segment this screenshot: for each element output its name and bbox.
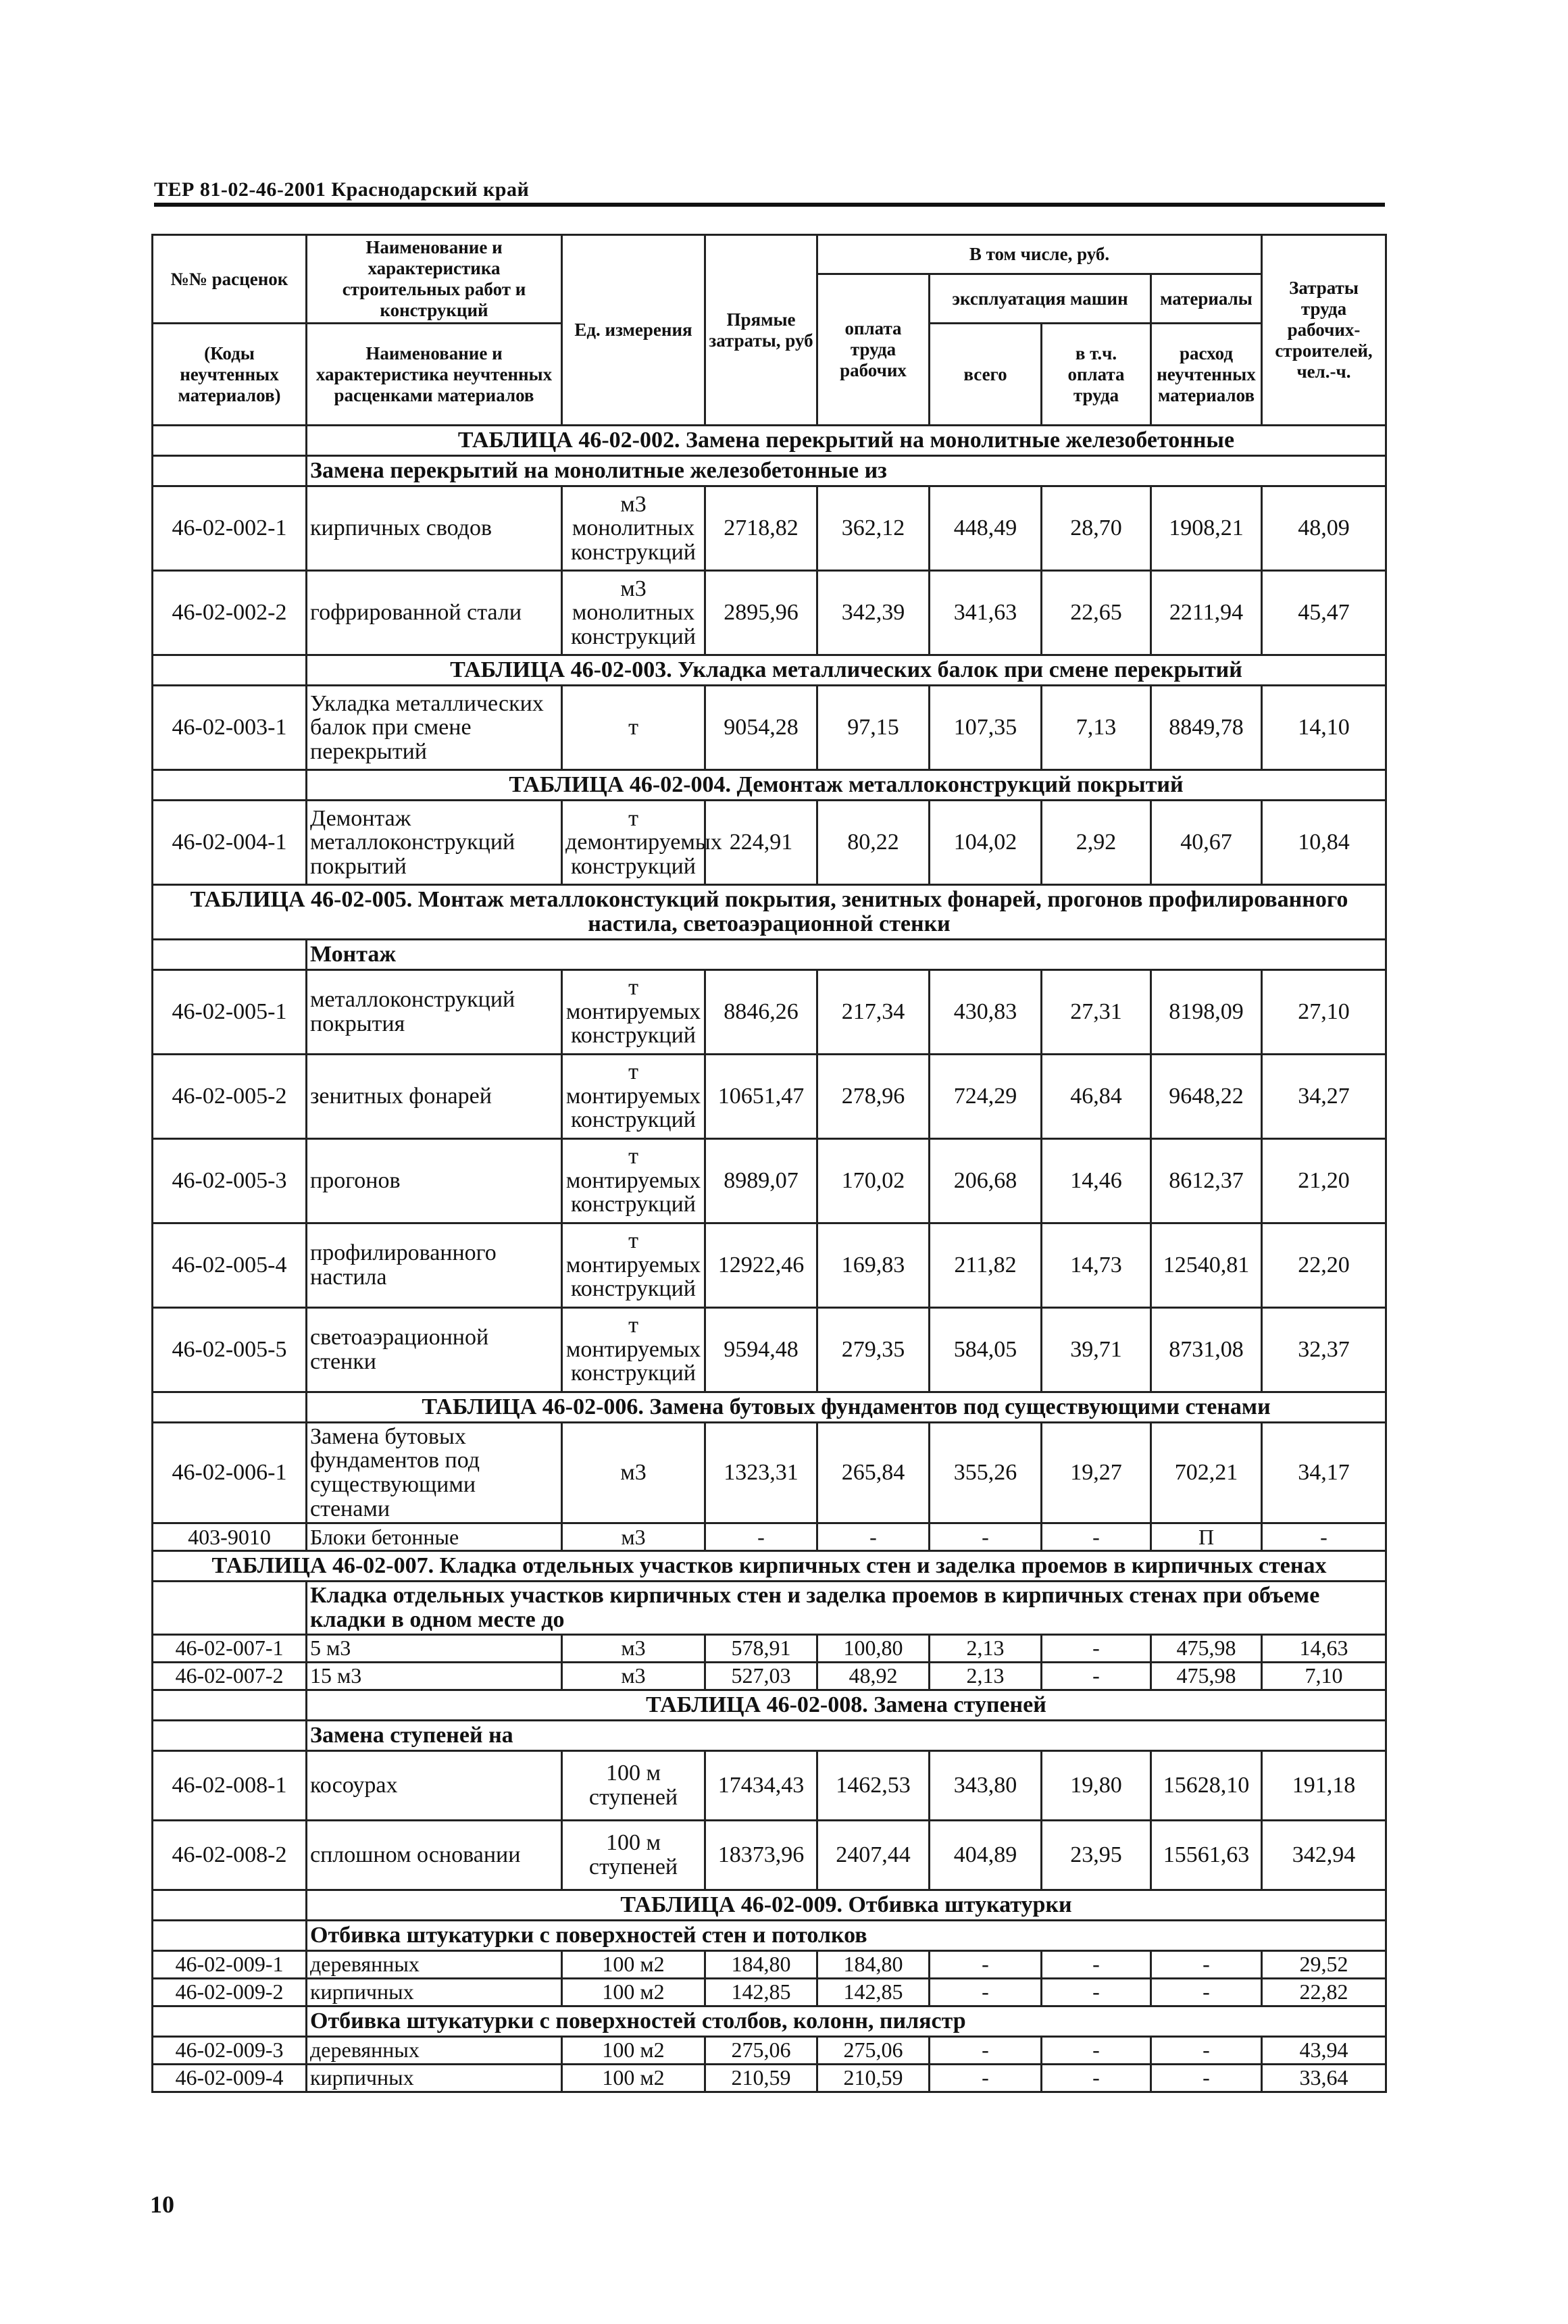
table-subheading — [153, 1720, 1386, 1750]
unit-cell: т монтируемых конструкций — [562, 1138, 705, 1223]
labor-pay-cell: 48,92 — [817, 1662, 930, 1690]
unit-cell: 100 м ступеней — [562, 1750, 705, 1820]
empty-cell — [153, 1890, 307, 1920]
table-section-title — [153, 885, 1386, 939]
rate-code-cell: 46-02-009-3 — [153, 2036, 307, 2064]
direct-costs-cell: 2718,82 — [705, 486, 817, 571]
direct-costs-cell: 10651,47 — [705, 1054, 817, 1138]
col-name-bottom: Наименование и характеристика неучтенных расценками материалов — [307, 324, 562, 426]
labor-hours-cell: 191,18 — [1262, 1750, 1386, 1820]
materials-cell: 12540,81 — [1151, 1223, 1262, 1307]
unit-cell: т монтируемых конструкций — [562, 1307, 705, 1392]
labor-hours-cell: 22,20 — [1262, 1223, 1386, 1307]
table-row — [153, 1750, 1386, 1820]
labor-pay-cell: 1462,53 — [817, 1750, 930, 1820]
unit-cell: т — [562, 686, 705, 770]
machines-total-cell: 104,02 — [930, 801, 1042, 885]
col-machines: эксплуатация машин — [930, 274, 1151, 324]
col-name-top: Наименование и характеристика строительных работ и конструкций — [307, 235, 562, 324]
table-section-title — [153, 1551, 1386, 1582]
work-name-cell: кирпичных сводов — [307, 486, 562, 571]
materials-cell: 8731,08 — [1151, 1307, 1262, 1392]
rate-code-cell: 46-02-008-1 — [153, 1750, 307, 1820]
rate-code-cell: 46-02-009-2 — [153, 1978, 307, 2006]
table-row — [153, 686, 1386, 770]
table-subheading — [153, 1920, 1386, 1950]
labor-pay-cell: 279,35 — [817, 1307, 930, 1392]
machines-labor-pay-cell: - — [1042, 1634, 1151, 1662]
section-title-text: ТАБЛИЦА 46-02-005. Монтаж металлоконстукций покрытия, зенитных фонарей, прогонов профилированного настила, светоаэрационной стенки — [153, 885, 1386, 939]
table-subheading — [153, 2006, 1386, 2036]
work-name-cell: деревянных — [307, 1950, 562, 1978]
machines-total-cell: - — [930, 1978, 1042, 2006]
table-row — [153, 1223, 1386, 1307]
materials-cell: 2211,94 — [1151, 571, 1262, 655]
col-labor-pay: оплата труда рабочих — [817, 274, 930, 426]
rate-code-cell: 46-02-003-1 — [153, 686, 307, 770]
labor-pay-cell: 362,12 — [817, 486, 930, 571]
table-row — [153, 1820, 1386, 1890]
rate-code-cell: 46-02-009-4 — [153, 2064, 307, 2092]
col-materials-unaccounted: расход неучтенных материалов — [1151, 324, 1262, 426]
machines-labor-pay-cell: 19,27 — [1042, 1422, 1151, 1523]
direct-costs-cell: 142,85 — [705, 1978, 817, 2006]
machines-labor-pay-cell: 2,92 — [1042, 801, 1151, 885]
materials-cell: - — [1151, 1950, 1262, 1978]
direct-costs-cell: 275,06 — [705, 2036, 817, 2064]
work-name-cell: Замена бутовых фундаментов под существующими стенами — [307, 1422, 562, 1523]
materials-cell: 8612,37 — [1151, 1138, 1262, 1223]
direct-costs-cell: 224,91 — [705, 801, 817, 885]
col-unit: Ед. измерения — [562, 235, 705, 426]
rate-code-cell: 46-02-005-4 — [153, 1223, 307, 1307]
direct-costs-cell: 9594,48 — [705, 1307, 817, 1392]
labor-hours-cell: 33,64 — [1262, 2064, 1386, 2092]
machines-labor-pay-cell: 14,73 — [1042, 1223, 1151, 1307]
materials-cell: - — [1151, 2064, 1262, 2092]
direct-costs-cell: 18373,96 — [705, 1820, 817, 1890]
labor-hours-cell: 10,84 — [1262, 801, 1386, 885]
empty-cell — [153, 1690, 307, 1720]
table-row — [153, 1422, 1386, 1523]
direct-costs-cell: 8989,07 — [705, 1138, 817, 1223]
machines-labor-pay-cell: 28,70 — [1042, 486, 1151, 571]
materials-cell: 8849,78 — [1151, 686, 1262, 770]
materials-cell: 475,98 — [1151, 1634, 1262, 1662]
direct-costs-cell: - — [705, 1523, 817, 1551]
machines-total-cell: 206,68 — [930, 1138, 1042, 1223]
table-section-title — [153, 655, 1386, 686]
direct-costs-cell: 527,03 — [705, 1662, 817, 1690]
materials-cell: - — [1151, 1978, 1262, 2006]
labor-pay-cell: 2407,44 — [817, 1820, 930, 1890]
rate-code-cell: 46-02-005-1 — [153, 969, 307, 1054]
table-subheading — [153, 939, 1386, 969]
unit-cell: м3 монолитных конструкций — [562, 571, 705, 655]
work-name-cell: косоурах — [307, 1750, 562, 1820]
materials-cell: 15561,63 — [1151, 1820, 1262, 1890]
labor-hours-cell: 48,09 — [1262, 486, 1386, 571]
unit-cell: т монтируемых конструкций — [562, 1223, 705, 1307]
section-title-text: ТАБЛИЦА 46-02-003. Укладка металлических балок при смене перекрытий — [307, 655, 1386, 686]
machines-labor-pay-cell: 46,84 — [1042, 1054, 1151, 1138]
work-name-cell: 5 м3 — [307, 1634, 562, 1662]
work-name-cell: светоаэрационной стенки — [307, 1307, 562, 1392]
unit-cell: м3 монолитных конструкций — [562, 486, 705, 571]
labor-hours-cell: 14,10 — [1262, 686, 1386, 770]
unit-cell: 100 м ступеней — [562, 1820, 705, 1890]
empty-cell — [153, 426, 307, 456]
subheading-text: Отбивка штукатурки с поверхностей стен и потолков — [307, 1920, 1386, 1950]
table-row — [153, 1978, 1386, 2006]
work-name-cell: металлоконструкций покрытия — [307, 969, 562, 1054]
work-name-cell: профилированного настила — [307, 1223, 562, 1307]
empty-cell — [153, 1720, 307, 1750]
labor-hours-cell: - — [1262, 1523, 1386, 1551]
work-name-cell: сплошном основании — [307, 1820, 562, 1890]
table-section-title — [153, 426, 1386, 456]
work-name-cell: деревянных — [307, 2036, 562, 2064]
machines-total-cell: 404,89 — [930, 1820, 1042, 1890]
table-row — [153, 1054, 1386, 1138]
materials-cell: 475,98 — [1151, 1662, 1262, 1690]
rate-code-cell: 403-9010 — [153, 1523, 307, 1551]
machines-labor-pay-cell: 27,31 — [1042, 969, 1151, 1054]
empty-cell — [153, 770, 307, 801]
work-name-cell: зенитных фонарей — [307, 1054, 562, 1138]
materials-cell: П — [1151, 1523, 1262, 1551]
unit-cell: м3 — [562, 1634, 705, 1662]
machines-total-cell: 448,49 — [930, 486, 1042, 571]
rate-code-cell: 46-02-004-1 — [153, 801, 307, 885]
labor-hours-cell: 34,27 — [1262, 1054, 1386, 1138]
work-name-cell: Укладка металлических балок при смене перекрытий — [307, 686, 562, 770]
table-row — [153, 2036, 1386, 2064]
subheading-text: Отбивка штукатурки с поверхностей столбов, колонн, пилястр — [307, 2006, 1386, 2036]
materials-cell: 40,67 — [1151, 801, 1262, 885]
machines-labor-pay-cell: 22,65 — [1042, 571, 1151, 655]
machines-total-cell: 2,13 — [930, 1634, 1042, 1662]
empty-cell — [153, 456, 307, 486]
unit-cell: 100 м2 — [562, 1978, 705, 2006]
table-section-title — [153, 1890, 1386, 1920]
unit-cell: м3 — [562, 1662, 705, 1690]
col-labor-cost: Затраты труда рабочих-строителей, чел.-ч. — [1262, 235, 1386, 426]
machines-labor-pay-cell: - — [1042, 1662, 1151, 1690]
subheading-text: Монтаж — [307, 939, 1386, 969]
rate-code-cell: 46-02-007-1 — [153, 1634, 307, 1662]
unit-cell: т монтируемых конструкций — [562, 969, 705, 1054]
table-row — [153, 571, 1386, 655]
empty-cell — [153, 655, 307, 686]
price-table — [151, 234, 1387, 2093]
labor-pay-cell: 342,39 — [817, 571, 930, 655]
materials-cell: 1908,21 — [1151, 486, 1262, 571]
materials-cell: 8198,09 — [1151, 969, 1262, 1054]
labor-pay-cell: - — [817, 1523, 930, 1551]
machines-labor-pay-cell: 7,13 — [1042, 686, 1151, 770]
work-name-cell: 15 м3 — [307, 1662, 562, 1690]
direct-costs-cell: 1323,31 — [705, 1422, 817, 1523]
rate-code-cell: 46-02-006-1 — [153, 1422, 307, 1523]
machines-total-cell: 724,29 — [930, 1054, 1042, 1138]
table-row — [153, 486, 1386, 571]
machines-labor-pay-cell: 23,95 — [1042, 1820, 1151, 1890]
section-title-text: ТАБЛИЦА 46-02-004. Демонтаж металлоконструкций покрытий — [307, 770, 1386, 801]
unit-cell: 100 м2 — [562, 2036, 705, 2064]
section-title-text: ТАБЛИЦА 46-02-008. Замена ступеней — [307, 1690, 1386, 1720]
labor-pay-cell: 170,02 — [817, 1138, 930, 1223]
empty-cell — [153, 2006, 307, 2036]
table-row — [153, 1138, 1386, 1223]
work-name-cell: Демонтаж металлоконструкций покрытий — [307, 801, 562, 885]
rate-code-cell: 46-02-002-2 — [153, 571, 307, 655]
machines-total-cell: 341,63 — [930, 571, 1042, 655]
labor-hours-cell: 14,63 — [1262, 1634, 1386, 1662]
empty-cell — [153, 1582, 307, 1634]
section-title-text: ТАБЛИЦА 46-02-002. Замена перекрытий на монолитные железобетонные — [307, 426, 1386, 456]
col-direct-costs: Прямые затраты, руб — [705, 235, 817, 426]
materials-cell: 702,21 — [1151, 1422, 1262, 1523]
materials-cell: 9648,22 — [1151, 1054, 1262, 1138]
empty-cell — [153, 1920, 307, 1950]
labor-pay-cell: 100,80 — [817, 1634, 930, 1662]
labor-hours-cell: 45,47 — [1262, 571, 1386, 655]
labor-hours-cell: 21,20 — [1262, 1138, 1386, 1223]
machines-total-cell: 343,80 — [930, 1750, 1042, 1820]
machines-total-cell: 107,35 — [930, 686, 1042, 770]
direct-costs-cell: 12922,46 — [705, 1223, 817, 1307]
machines-labor-pay-cell: 19,80 — [1042, 1750, 1151, 1820]
machines-labor-pay-cell: - — [1042, 2036, 1151, 2064]
empty-cell — [153, 939, 307, 969]
table-row — [153, 2064, 1386, 2092]
work-name-cell: прогонов — [307, 1138, 562, 1223]
empty-cell — [153, 1392, 307, 1422]
machines-total-cell: 355,26 — [930, 1422, 1042, 1523]
labor-pay-cell: 80,22 — [817, 801, 930, 885]
rate-code-cell: 46-02-009-1 — [153, 1950, 307, 1978]
labor-pay-cell: 142,85 — [817, 1978, 930, 2006]
document-header: ТЕР 81-02-46-2001 Краснодарский край — [154, 178, 530, 201]
header-rule — [154, 203, 1385, 207]
labor-pay-cell: 184,80 — [817, 1950, 930, 1978]
labor-pay-cell: 275,06 — [817, 2036, 930, 2064]
direct-costs-cell: 2895,96 — [705, 571, 817, 655]
subheading-text: Замена ступеней на — [307, 1720, 1386, 1750]
rate-code-cell: 46-02-007-2 — [153, 1662, 307, 1690]
machines-labor-pay-cell: - — [1042, 1950, 1151, 1978]
col-including: В том числе, руб. — [817, 235, 1262, 274]
col-code-bottom: (Коды неучтенных материалов) — [153, 324, 307, 426]
labor-hours-cell: 34,17 — [1262, 1422, 1386, 1523]
rate-code-cell: 46-02-005-5 — [153, 1307, 307, 1392]
table-row — [153, 1523, 1386, 1551]
machines-total-cell: 211,82 — [930, 1223, 1042, 1307]
unit-cell: 100 м2 — [562, 2064, 705, 2092]
labor-pay-cell: 97,15 — [817, 686, 930, 770]
machines-total-cell: 430,83 — [930, 969, 1042, 1054]
table-row — [153, 801, 1386, 885]
col-machines-labor: в т.ч. оплата труда — [1042, 324, 1151, 426]
col-materials: материалы — [1151, 274, 1262, 324]
machines-labor-pay-cell: - — [1042, 1978, 1151, 2006]
section-title-text: ТАБЛИЦА 46-02-007. Кладка отдельных участков кирпичных стен и заделка проемов в кирпичных стенах — [153, 1551, 1386, 1582]
unit-cell: т монтируемых конструкций — [562, 1054, 705, 1138]
col-machines-total: всего — [930, 324, 1042, 426]
table-row — [153, 1950, 1386, 1978]
table-subheading — [153, 456, 1386, 486]
labor-hours-cell: 27,10 — [1262, 969, 1386, 1054]
table-section-title — [153, 1690, 1386, 1720]
direct-costs-cell: 17434,43 — [705, 1750, 817, 1820]
machines-labor-pay-cell: 39,71 — [1042, 1307, 1151, 1392]
work-name-cell: кирпичных — [307, 1978, 562, 2006]
labor-hours-cell: 43,94 — [1262, 2036, 1386, 2064]
labor-pay-cell: 265,84 — [817, 1422, 930, 1523]
table-row — [153, 969, 1386, 1054]
rate-code-cell: 46-02-002-1 — [153, 486, 307, 571]
direct-costs-cell: 184,80 — [705, 1950, 817, 1978]
machines-labor-pay-cell: - — [1042, 2064, 1151, 2092]
section-title-text: ТАБЛИЦА 46-02-006. Замена бутовых фундаментов под существующими стенами — [307, 1392, 1386, 1422]
machines-total-cell: - — [930, 2064, 1042, 2092]
unit-cell: м3 — [562, 1523, 705, 1551]
rate-code-cell: 46-02-005-3 — [153, 1138, 307, 1223]
direct-costs-cell: 8846,26 — [705, 969, 817, 1054]
machines-total-cell: - — [930, 1950, 1042, 1978]
materials-cell: - — [1151, 2036, 1262, 2064]
labor-hours-cell: 7,10 — [1262, 1662, 1386, 1690]
labor-hours-cell: 29,52 — [1262, 1950, 1386, 1978]
page-number: 10 — [150, 2191, 174, 2218]
table-section-title — [153, 1392, 1386, 1422]
table-row — [153, 1662, 1386, 1690]
work-name-cell: кирпичных — [307, 2064, 562, 2092]
direct-costs-cell: 210,59 — [705, 2064, 817, 2092]
labor-hours-cell: 22,82 — [1262, 1978, 1386, 2006]
table-row — [153, 1307, 1386, 1392]
machines-total-cell: 2,13 — [930, 1662, 1042, 1690]
labor-hours-cell: 32,37 — [1262, 1307, 1386, 1392]
labor-pay-cell: 217,34 — [817, 969, 930, 1054]
machines-labor-pay-cell: 14,46 — [1042, 1138, 1151, 1223]
labor-pay-cell: 278,96 — [817, 1054, 930, 1138]
table-subheading — [153, 1582, 1386, 1634]
subheading-text: Кладка отдельных участков кирпичных стен и заделка проемов в кирпичных стенах при объеме кладки в одном месте до — [307, 1582, 1386, 1634]
labor-pay-cell: 169,83 — [817, 1223, 930, 1307]
direct-costs-cell: 578,91 — [705, 1634, 817, 1662]
work-name-cell: гофрированной стали — [307, 571, 562, 655]
machines-total-cell: - — [930, 1523, 1042, 1551]
labor-hours-cell: 342,94 — [1262, 1820, 1386, 1890]
labor-pay-cell: 210,59 — [817, 2064, 930, 2092]
unit-cell: т демонтируемых конструкций — [562, 801, 705, 885]
rate-code-cell: 46-02-008-2 — [153, 1820, 307, 1890]
col-code-top: №№ расценок — [153, 235, 307, 324]
table-section-title — [153, 770, 1386, 801]
direct-costs-cell: 9054,28 — [705, 686, 817, 770]
machines-labor-pay-cell: - — [1042, 1523, 1151, 1551]
section-title-text: ТАБЛИЦА 46-02-009. Отбивка штукатурки — [307, 1890, 1386, 1920]
rate-code-cell: 46-02-005-2 — [153, 1054, 307, 1138]
machines-total-cell: 584,05 — [930, 1307, 1042, 1392]
unit-cell: м3 — [562, 1422, 705, 1523]
table-row — [153, 1634, 1386, 1662]
work-name-cell: Блоки бетонные — [307, 1523, 562, 1551]
machines-total-cell: - — [930, 2036, 1042, 2064]
subheading-text: Замена перекрытий на монолитные железобетонные из — [307, 456, 1386, 486]
unit-cell: 100 м2 — [562, 1950, 705, 1978]
materials-cell: 15628,10 — [1151, 1750, 1262, 1820]
